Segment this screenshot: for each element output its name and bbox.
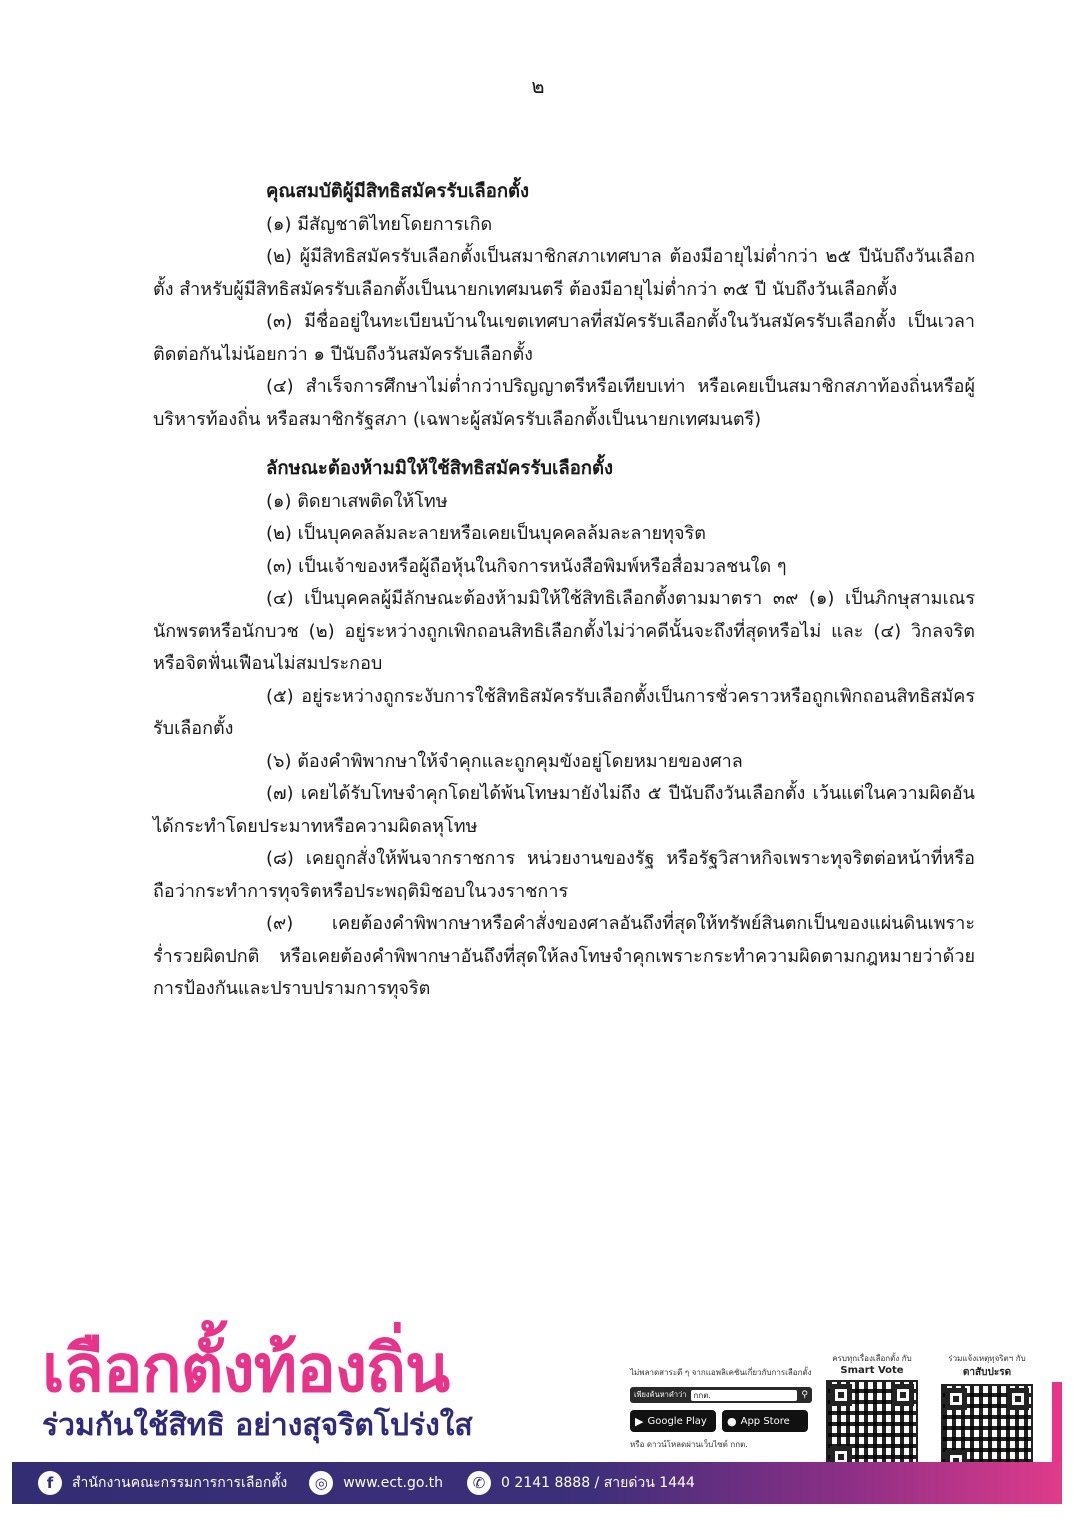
report-qr-block <box>941 1352 1033 1476</box>
globe-icon: ◎ <box>309 1471 333 1495</box>
play-icon: ▶ <box>635 1414 644 1428</box>
qualification-item: (๑) มีสัญชาติไทยโดยการเกิด <box>266 213 493 235</box>
prohibition-item: (๕) อยู่ระหว่างถูกระงับการใช้สิทธิสมัครรับเลือกตั้งเป็นการชั่วคราวหรือถูกเพิกถอนสิทธิสมัครรับเลือกตั้ง <box>153 685 975 739</box>
campaign-tagline: ร่วมกันใช้สิทธิ อย่างสุจริตโปร่งใส <box>42 1408 473 1443</box>
prohibition-item: (๓) เป็นเจ้าของหรือผู้ถือหุ้นในกิจการหนังสือพิมพ์หรือสื่อมวลชนใด ๆ <box>266 555 787 577</box>
prohibition-item: (๗) เคยได้รับโทษจำคุกโดยได้พ้นโทษมายังไม่ถึง ๕ ปีนับถึงวันเลือกตั้ง เว้นแต่ในความผิดอันได้กระทำโดยประมาทหรือความผิดลหุโทษ <box>153 783 975 837</box>
prohibition-item: (๒) เป็นบุคคลล้มละลายหรือเคยเป็นบุคคลล้มละลายทุจริต <box>266 523 706 544</box>
contact-bar <box>12 1462 1062 1504</box>
qualifications-section <box>153 176 975 436</box>
prohibition-item: (๔) เป็นบุคคลผู้มีลักษณะต้องห้ามมิให้ใช้สิทธิเลือกตั้งตามมาตรา ๓๙ (๑) เป็นภิกษุสามเณร นักพรตหรือนักบวช (๒) อยู่ระหว่างถูกเพิกถอนสิทธิเลือกตั้งไม่ว่าคดีนั้นจะถึงที่สุดหรือไม่ และ (๔) วิกลจริตหรือจิตฟั่นเฟือนไม่สมประกอบ <box>153 588 975 674</box>
footer-banner <box>0 1290 1076 1522</box>
promo-website-note: หรือ ดาวน์โหลดผ่านเว็บไซต์ กกต. <box>630 1440 748 1449</box>
website-link[interactable]: www.ect.go.th <box>343 1475 444 1491</box>
prohibitions-title: ลักษณะต้องห้ามมิให้ใช้สิทธิสมัครรับเลือกตั้ง <box>266 458 614 479</box>
search-icon: ⚲ <box>801 1390 808 1400</box>
promo-text: ไม่พลาดสาระดี ๆ จากแอพลิเคชันเกี่ยวกับการเลือกตั้ง <box>630 1368 812 1377</box>
facebook-icon: f <box>38 1471 62 1495</box>
qualification-item: (๓) มีชื่ออยู่ในทะเบียนบ้านในเขตเทศบาลที่สมัครรับเลือกตั้งในวันสมัครรับเลือกตั้ง เป็นเวลาติดต่อกันไม่น้อยกว่า ๑ ปีนับถึงวันสมัครรับเลือกตั้ง <box>153 311 975 365</box>
search-label: เพียงค้นหาคำว่า <box>634 1390 687 1399</box>
prohibition-item: (๑) ติดยาเสพติดให้โทษ <box>266 490 448 512</box>
prohibition-item: (๙) เคยต้องคำพิพากษาหรือคำสั่งของศาลอันถึงที่สุดให้ทรัพย์สินตกเป็นของแผ่นดินเพราะร่ำรวยผิดปกติ หรือเคยต้องคำพิพากษาอันถึงที่สุดให้ลงโทษจำคุกเพราะกระทำความผิดตามกฎหมายว่าด้วยการป้องกันและปราบปรามการทุจริต <box>153 913 975 999</box>
prohibition-item: (๘) เคยถูกสั่งให้พ้นจากราชการ หน่วยงานของรัฐ หรือรัฐวิสาหกิจเพราะทุจริตต่อหน้าที่หรือถือว่ากระทำการทุจริตหรือประพฤติมิชอบในวงราชการ <box>153 848 975 902</box>
report-name: ตาสับปะรด <box>962 1367 1012 1378</box>
qualifications-title: คุณสมบัติผู้มีสิทธิสมัครรับเลือกตั้ง <box>266 181 530 202</box>
app-store-badge[interactable] <box>722 1410 808 1432</box>
smart-vote-name: Smart Vote <box>840 1365 904 1376</box>
prohibitions-section <box>153 453 975 1006</box>
qualification-item: (๒) ผู้มีสิทธิสมัครรับเลือกตั้งเป็นสมาชิกสภาเทศบาล ต้องมีอายุไม่ต่ำกว่า ๒๕ ปีนับถึงวันเลือกตั้ง สำหรับผู้มีสิทธิสมัครรับเลือกตั้งเป็นนายกเทศมนตรี ต้องมีอายุไม่ต่ำกว่า ๓๕ ปี นับถึงวันเลือกตั้ง <box>153 246 975 300</box>
app-promo <box>630 1366 812 1451</box>
smart-vote-qr-code[interactable] <box>826 1380 918 1472</box>
apple-icon: ● <box>727 1414 737 1428</box>
smart-vote-caption: ครบทุกเรื่องเลือกตั้ง กับ <box>832 1354 912 1363</box>
google-play-label: Google Play <box>647 1415 707 1427</box>
app-store-label: App Store <box>740 1415 790 1427</box>
prohibition-item: (๖) ต้องคำพิพากษาให้จำคุกและถูกคุมขังอยู่โดยหมายของศาล <box>266 750 743 772</box>
page-number: ๒ <box>531 74 545 98</box>
qualification-item: (๔) สำเร็จการศึกษาไม่ต่ำกว่าปริญญาตรีหรือเทียบเท่า หรือเคยเป็นสมาชิกสภาท้องถิ่นหรือผู้บริหารท้องถิ่น หรือสมาชิกรัฐสภา (เฉพาะผู้สมัครรับเลือกตั้งเป็นนายกเทศมนตรี) <box>153 376 975 430</box>
google-play-badge[interactable] <box>630 1410 716 1432</box>
org-name[interactable]: สำนักงานคณะกรรมการการเลือกตั้ง <box>72 1475 288 1491</box>
search-value: กกต. <box>691 1390 798 1401</box>
app-search-box <box>630 1387 812 1403</box>
phone-number: 0 2141 8888 / สายด่วน 1444 <box>501 1475 695 1491</box>
report-caption: ร่วมแจ้งเหตุทุจริตฯ กับ <box>948 1354 1026 1363</box>
campaign-headline: เลือกตั้งท้องถิ่น <box>42 1330 450 1407</box>
smart-vote-qr-block <box>826 1352 918 1472</box>
phone-icon: ✆ <box>467 1471 491 1495</box>
